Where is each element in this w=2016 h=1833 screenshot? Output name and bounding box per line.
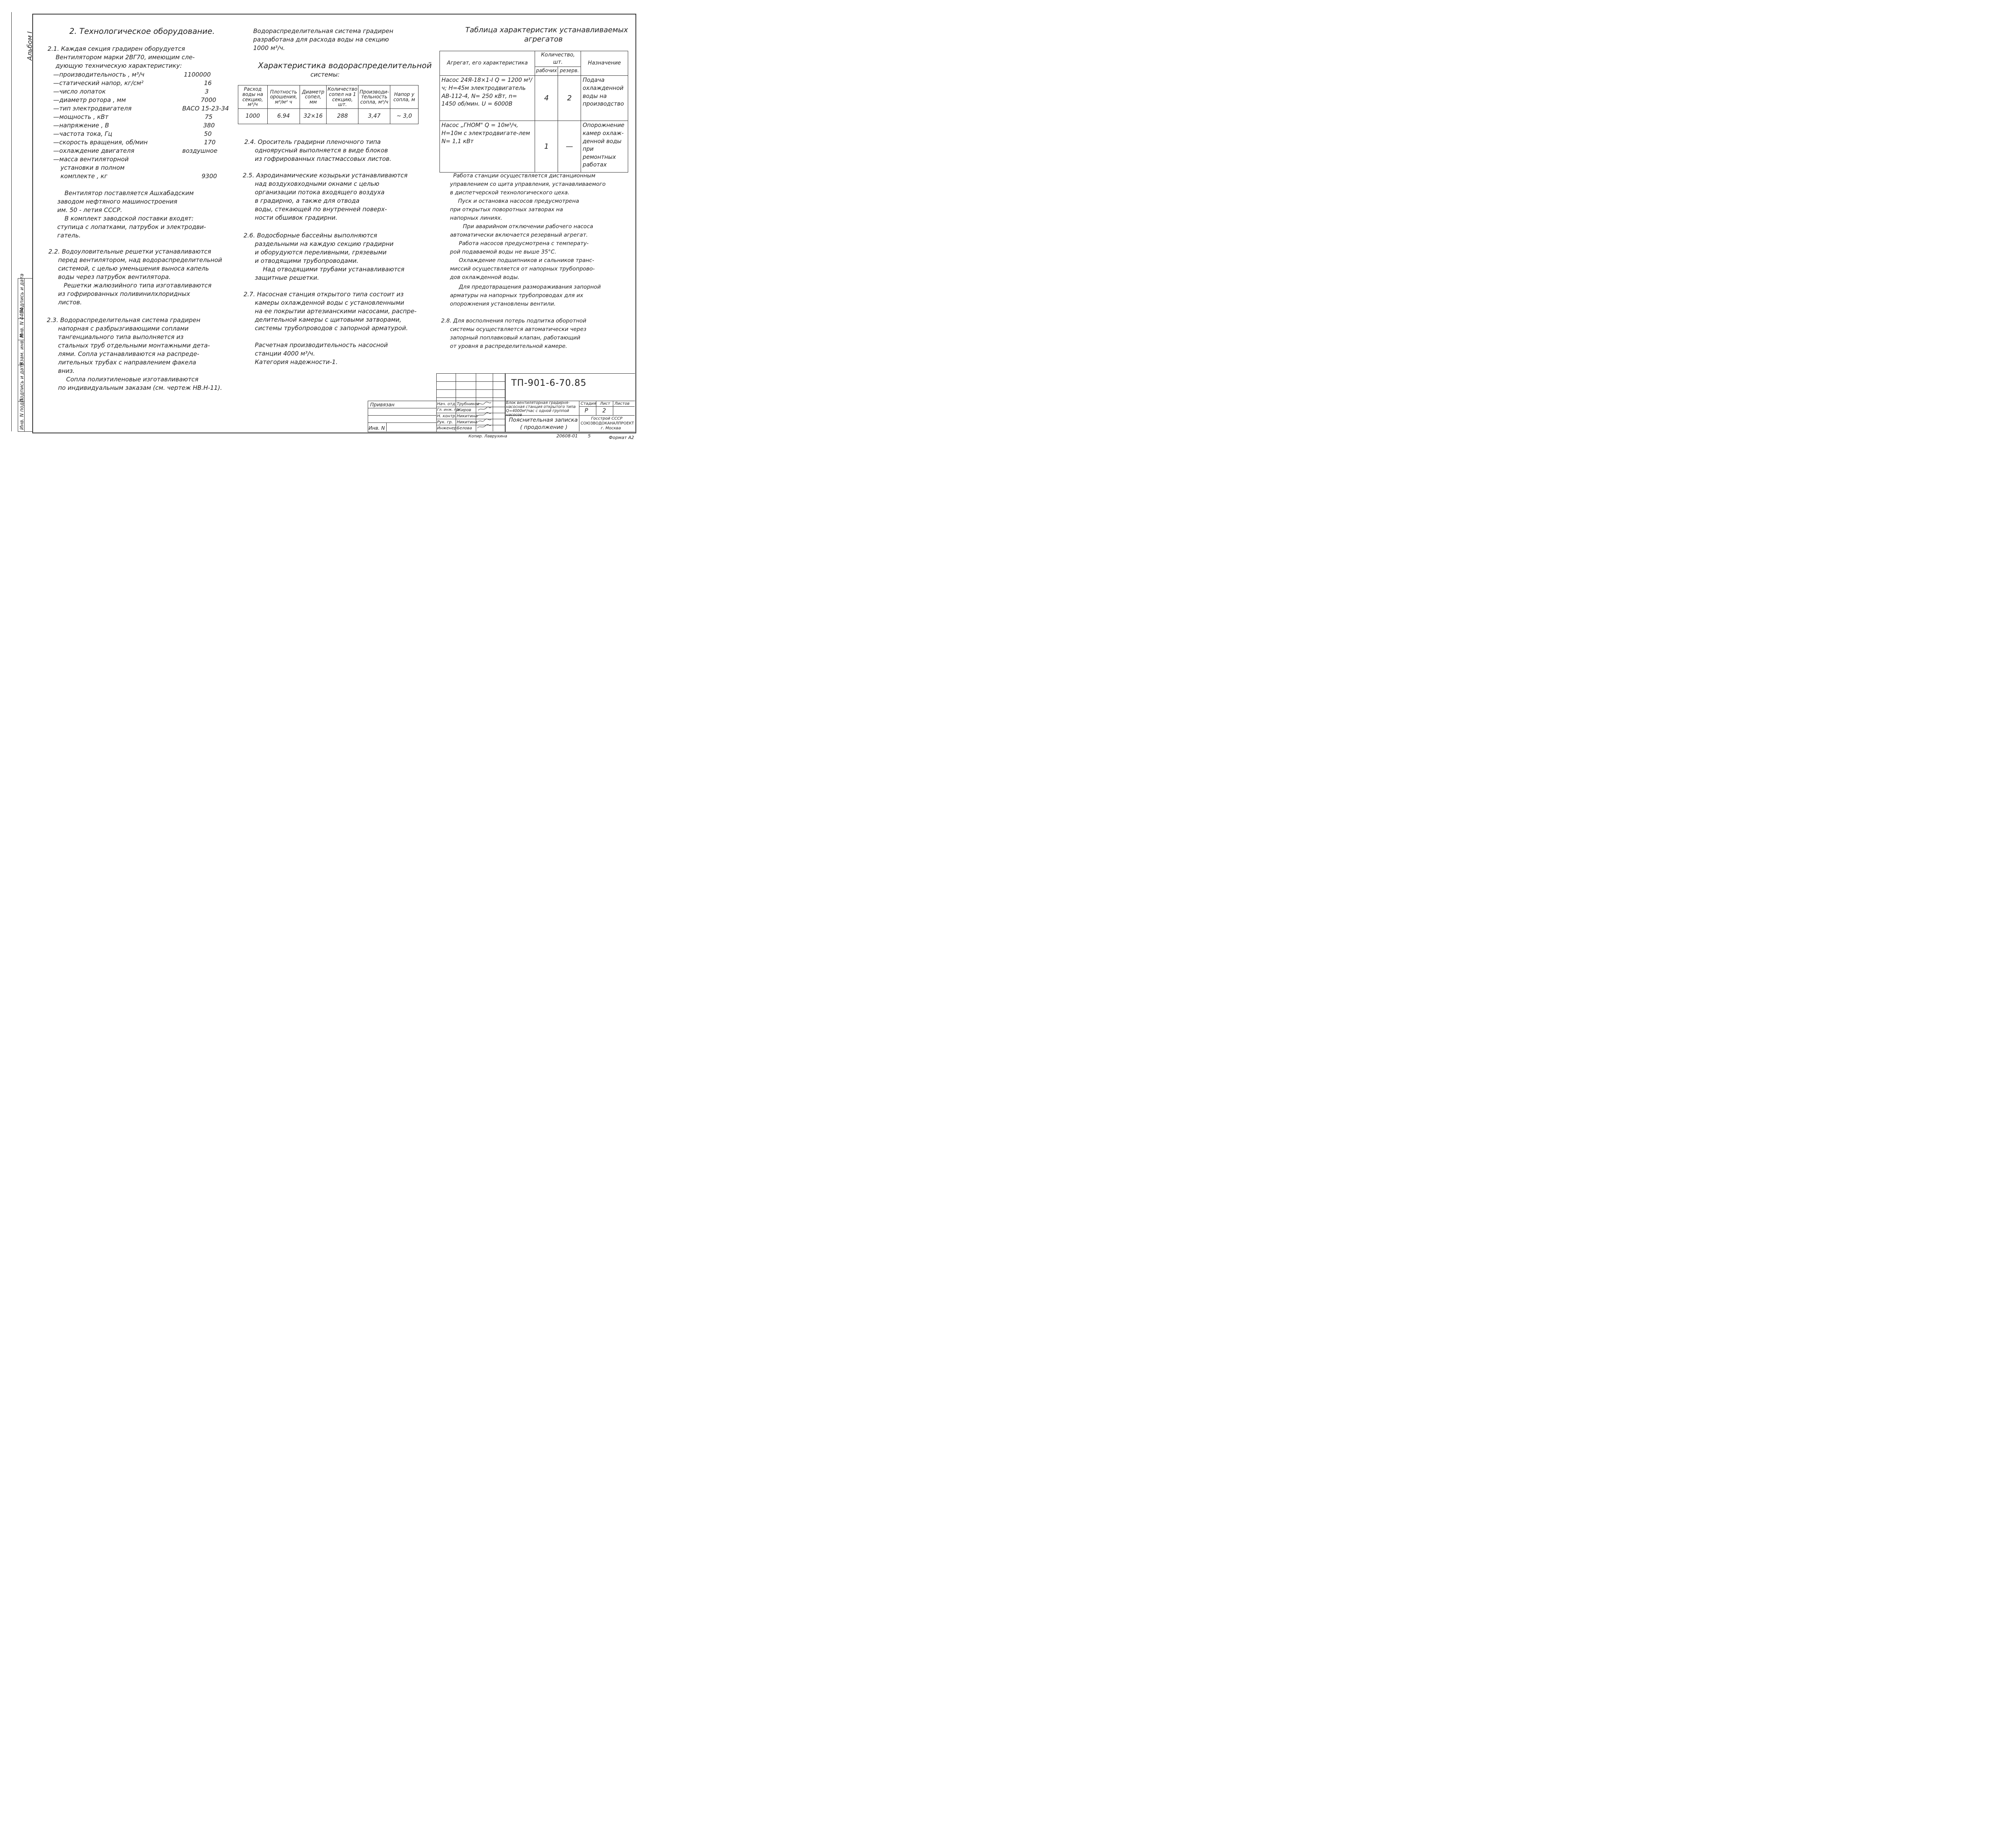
text-line: тангенциального типа выполняется из	[58, 333, 184, 341]
org-line-1: Госстрой СССР	[591, 416, 623, 421]
text-line: из гофрированных пластмассовых листов.	[255, 155, 392, 162]
units-header-res: резерв.	[558, 67, 581, 76]
org-line-3: г. Москва	[601, 426, 621, 431]
units-row-agg: Насос „ГНОМ" Q = 10м³/ч, H=10м с электродвигате-лем N= 1,1 кВт	[440, 121, 535, 173]
text-line: организации потока входящего воздуха	[255, 189, 385, 196]
spec-value: 75	[205, 113, 213, 121]
char-header: Плотность орошения, м³/м² ч	[267, 85, 300, 109]
project-description: Блок вентиляторная градирня-насосная станция открытого типа Q=4000м³/час с одной группой насосов	[506, 401, 576, 417]
text-line: гатель.	[57, 232, 81, 239]
bottom-code: 20608-01	[556, 433, 578, 439]
margin-strip-bottom	[18, 431, 32, 432]
text-line: дов охлажденной воды.	[450, 274, 520, 281]
char-value: 3,47	[358, 109, 390, 124]
left-border-line	[11, 12, 12, 431]
text-line: 2.5. Аэродинамические козырьки устанавливаются	[243, 172, 408, 179]
units-table-title: Таблица характеристик устанавливаемых	[465, 26, 628, 34]
role-label: Рук. гр.	[437, 420, 453, 424]
units-row-purpose: Опорожнение камер охлаж-денной воды при ремонтных работах	[581, 121, 628, 173]
margin-inv-podl: Инв. N подл.	[19, 397, 25, 430]
char-header: Количество сопел на 1 секцию, шт.	[327, 85, 358, 109]
name-label: Никитина	[457, 420, 478, 424]
text-line: ступица с лопатками, патрубок и электродви-	[57, 223, 206, 231]
role-label: Гл. инж. пр.	[437, 408, 460, 412]
units-header-purpose: Назначение	[581, 51, 628, 76]
text-line: Вентилятор поставляется Ашхабадским	[65, 189, 194, 197]
text-line: Вентилятором марки 2ВГ70, имеющим сле-	[56, 54, 195, 61]
spec-value: воздушное	[182, 147, 218, 154]
text-line: Пуск и остановка насосов предусмотрена	[458, 198, 579, 204]
spec-label: —статический напор, кг/см²	[53, 79, 144, 87]
text-line: и отводящими трубопроводами.	[255, 257, 359, 264]
text-line: перед вентилятором, над водораспределительной	[58, 256, 222, 264]
spec-label: —масса вентиляторной	[53, 156, 129, 163]
sheet-header: Лист	[600, 402, 610, 406]
text-line: Охлаждение подшипников и сальников транс-	[459, 257, 594, 264]
role-label: Н. контр.	[437, 414, 456, 418]
section-heading: 2. Технологическое оборудование.	[69, 27, 215, 36]
units-row-purpose: Подача охлажденной воды на производство	[581, 76, 628, 121]
text-line: и оборудуются переливными, грязевыми	[255, 249, 387, 256]
spec-label: —напряжение , В	[53, 122, 109, 129]
units-header-work: рабочих	[535, 67, 558, 76]
units-table	[439, 51, 628, 173]
org-line-2: СОЮЗВОДОКАНАЛПРОЕКТ	[581, 421, 634, 426]
char-value: 6.94	[267, 109, 300, 124]
text-line: над воздуховходными окнами с целью	[255, 180, 379, 187]
text-line: 2.7. Насосная станция открытого типа состоит из	[244, 291, 404, 298]
text-line: при открытых поворотных затворах на	[450, 206, 563, 213]
text-line: Для предотвращения размораживания запорной	[459, 284, 601, 290]
text-line: Сопла полиэтиленовые изготавливаются	[66, 376, 199, 383]
text-line: Над отводящими трубами устанавливаются	[263, 266, 404, 273]
stage-value: Р	[585, 408, 588, 414]
text-line: из гофрированных поливинилхлоридных	[58, 290, 190, 298]
text-line: Работа насосов предусмотрена с температу-	[459, 240, 589, 247]
char-header: Производи-тельность сопла, м³/ч	[358, 85, 390, 109]
album-label: Альбом I	[26, 31, 33, 60]
text-line: системой, с целью уменьшения выноса капель	[58, 265, 209, 272]
drawing-code: ТП-901-6-70.85	[511, 378, 587, 388]
spec-label: комплекте , кг	[60, 173, 108, 180]
role-label: Инженер	[437, 426, 457, 431]
text-line: автоматически включается резервный агрегат.	[450, 232, 588, 238]
spec-label: установки в полном	[60, 164, 125, 171]
text-line: Работа станции осуществляется дистанционным	[453, 173, 596, 179]
text-line: от уровня в распределительной камере.	[450, 343, 567, 350]
spec-value: ВАСО 15-23-34	[182, 105, 229, 112]
text-line: вниз.	[58, 367, 75, 375]
sheets-header: Листов	[614, 402, 630, 406]
units-row-work: 4	[535, 76, 558, 121]
char-header: Расход воды на секцию, м³/ч	[238, 85, 268, 109]
text-line: системы осуществляется автоматически через	[450, 326, 587, 333]
text-line: ности обшивок градирни.	[255, 214, 337, 221]
spec-value: 170	[204, 139, 216, 146]
spec-value: 3	[205, 88, 209, 95]
spec-value: 7000	[201, 96, 217, 104]
text-line: раздельными на каждую секцию градирни	[255, 240, 394, 248]
text-line: в диспетчерской технологического цеха.	[450, 189, 570, 196]
inv-n-label: Инв. N	[369, 425, 385, 431]
text-line: лительных трубах с направлением факела	[58, 359, 196, 366]
margin-podpis-data-2: Подпись и дата	[19, 273, 25, 314]
spec-value: 9300	[202, 173, 217, 180]
spec-label: —частота тока, Гц	[53, 130, 112, 137]
name-label: Жиров	[457, 408, 471, 412]
text-line: станции 4000 м³/ч.	[255, 350, 315, 357]
char-table-title: Характеристика водораспределительной	[258, 61, 432, 70]
name-label: Трубников	[457, 402, 479, 406]
spec-label: —тип электродвигателя	[53, 105, 132, 112]
text-line: напорных линиях.	[450, 215, 502, 221]
doc-title: Пояснительная записка	[509, 417, 578, 423]
char-value: 1000	[238, 109, 268, 124]
units-header-agg: Агрегат, его характеристика	[440, 51, 535, 76]
margin-vzam-inv: Взам. инв. N	[19, 334, 25, 365]
units-row-work: 1	[535, 121, 558, 173]
text-line: 2.6. Водосборные бассейны выполняются	[244, 232, 377, 239]
sheet-value: 2	[602, 408, 606, 414]
margin-podpis-data-1: Подпись и дата	[19, 362, 25, 402]
text-line: воды через патрубок вентилятора.	[58, 273, 171, 281]
margin-inv-number: Инв. N 4494	[19, 308, 25, 338]
char-table	[238, 85, 419, 124]
privyazan-label: Привязан	[370, 402, 395, 408]
name-label: Никитина	[457, 414, 478, 418]
units-row-agg: Насос 24Я-18×1-I Q = 1200 м³/ч; H=45м электродвигатель АВ-112-4, N= 250 кВт, n= 1450 об/мин. U = 6000В	[440, 76, 535, 121]
units-row-res: —	[558, 121, 581, 173]
spec-label: —производительность , м³/ч	[53, 71, 145, 78]
text-line: напорная с разбрызгивающими соплами	[58, 325, 189, 332]
text-line: миссий осуществляется от напорных трубопрово-	[450, 266, 595, 272]
spec-label: —охлаждение двигателя	[53, 147, 135, 154]
text-line: 2.3. Водораспределительная система градирен	[47, 316, 200, 324]
text-line: В комплект заводской поставки входят:	[65, 215, 194, 222]
text-line: листов.	[58, 299, 82, 306]
text-line: им. 50 - летия СССР.	[57, 206, 122, 214]
text-line: одноярусный выполняется в виде блоков	[255, 147, 388, 154]
text-line: Решетки жалюзийного типа изготавливаются	[64, 282, 212, 289]
text-line: воды, стекающей по внутренней поверх-	[255, 206, 387, 213]
bottom-page: 5	[588, 433, 591, 439]
spec-label: —скорость вращения, об/мин	[53, 139, 148, 146]
spec-label: —число лопаток	[53, 88, 106, 95]
kopiroval-label: Копир. Лаврухина	[469, 434, 507, 439]
text-line: арматуры на напорных трубопроводах для их	[450, 292, 583, 299]
text-line: на ее покрытии артезианскими насосами, распре-	[255, 308, 417, 315]
char-header: Напор у сопла, м	[390, 85, 419, 109]
text-line: в градирню, а также для отвода	[255, 197, 360, 204]
text-line: стальных труб отдельными монтажными дета-	[58, 342, 210, 349]
text-line: Категория надежности-1.	[255, 358, 338, 366]
text-line: Расчетная производительность насосной	[255, 341, 388, 349]
text-line: системы трубопроводов с запорной арматурой.	[255, 325, 408, 332]
text-line: камеры охлажденной воды с установленными	[255, 299, 404, 306]
text-line: Водораспределительная система градирен	[253, 27, 394, 35]
text-line: делительной камеры с щитовыми затворами,	[255, 316, 402, 323]
text-line: 2.8. Для восполнения потерь подпитка оборотной	[441, 318, 587, 324]
units-row-res: 2	[558, 76, 581, 121]
units-table-subtitle: агрегатов	[524, 35, 563, 44]
text-line: защитные решетки.	[255, 274, 319, 281]
spec-value: 16	[204, 79, 212, 87]
spec-value: 380	[203, 122, 215, 129]
text-line: 2.4. Ороситель градирни пленочного типа	[244, 138, 381, 146]
stage-header: Стадия	[581, 402, 596, 406]
spec-value: 1100000	[184, 71, 211, 78]
doc-subtitle: ( продолжение )	[520, 424, 568, 431]
text-line: 2.1. Каждая секция градирен оборудуется	[48, 45, 185, 52]
text-line: разработана для расхода воды на секцию	[253, 36, 389, 43]
text-line: по индивидуальным заказам (см. чертеж НВ.Н-11).	[58, 384, 222, 391]
text-line: запорный поплавковый клапан, работающий	[450, 335, 581, 341]
char-table-subtitle: системы:	[310, 71, 340, 78]
text-line: заводом нефтяного машиностроения	[57, 198, 177, 205]
format-label: Формат А2	[609, 435, 634, 440]
signatures-drawing	[476, 401, 493, 431]
text-line: 2.2. Водоуловительные решетки устанавливаются	[48, 248, 211, 255]
char-value: 32×16	[300, 109, 327, 124]
text-line: 1000 м³/ч.	[253, 44, 285, 52]
text-line: дующую техническую характеристику:	[56, 62, 182, 69]
text-line: лями. Сопла устанавливаются на распреде-	[58, 350, 200, 358]
units-header-qty: Количество, шт.	[535, 51, 581, 67]
name-label: Белова	[457, 426, 472, 431]
role-label: Нач. отд.	[437, 402, 456, 406]
char-value: 288	[327, 109, 358, 124]
text-line: опорожнения установлены вентили.	[450, 301, 556, 307]
text-line: рой подаваемой воды не выше 35°С.	[450, 249, 556, 255]
spec-label: —мощность , кВт	[53, 113, 108, 121]
text-line: управлением со щита управления, устанавливаемого	[450, 181, 606, 187]
spec-value: 50	[204, 130, 212, 137]
spec-label: —диаметр ротора , мм	[53, 96, 126, 104]
char-value: ~ 3,0	[390, 109, 419, 124]
text-line: При аварийном отключении рабочего насоса	[463, 223, 594, 230]
char-header: Диаметр сопел, мм	[300, 85, 327, 109]
